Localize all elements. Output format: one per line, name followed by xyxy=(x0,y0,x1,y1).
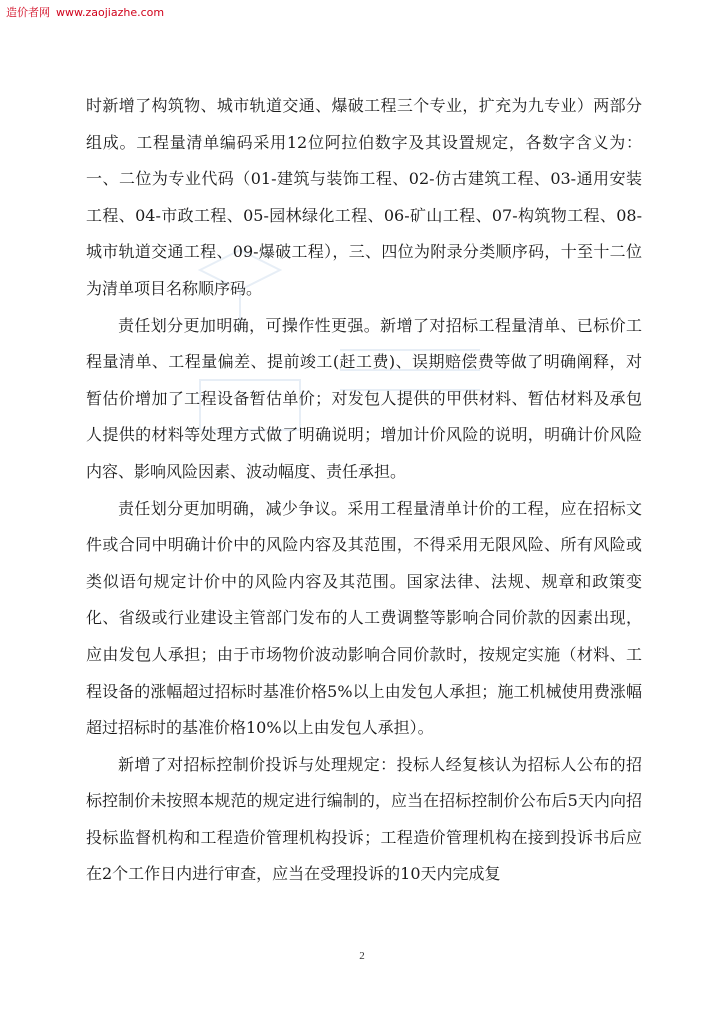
paragraph-continuation: 时新增了构筑物、城市轨道交通、爆破工程三个专业，扩充为九专业）两部分组成。工程量清单编码采用12位阿拉伯数字及其设置规定，各数字含义为：一、二位为专业代码（01-建筑与装饰工程、02-仿古建筑工程、03-通用安装工程、04-市政工程、05-园林绿化工程、06-矿山工程、07-构筑物工程、08-城市轨道交通工程、09-爆破工程），三、四位为附录分类顺序码，十至十二位为清单项目名称顺序码。 xyxy=(86,96,642,298)
site-url[interactable]: www.zaojiazhe.com xyxy=(56,6,165,19)
site-header xyxy=(6,4,164,20)
document-body xyxy=(86,88,642,893)
paragraph-responsibility-operability: 责任划分更加明确，可操作性更强。新增了对招标工程量清单、已标价工程量清单、工程量偏差、提前竣工(赶工费)、误期赔偿费等做了明确阐释，对暂估价增加了工程设备暂估单价；对发包人提供的甲供材料、暂估材料及承包人提供的材料等处理方式做了明确说明；增加计价风险的说明，明确计价风险内容、影响风险因素、波动幅度、责任承担。 xyxy=(86,315,642,481)
page-number: 2 xyxy=(359,950,365,962)
paragraph-responsibility-disputes: 责任划分更加明确，减少争议。采用工程量清单计价的工程，应在招标文件或合同中明确计价中的风险内容及其范围，不得采用无限风险、所有风险或类似语句规定计价中的风险内容及其范围。国家法律、法规、规章和政策变化、省级或行业建设主管部门发布的人工费调整等影响合同价款的因素出现，应由发包人承担；由于市场物价波动影响合同价款时，按规定实施（材料、工程设备的涨幅超过招标时基准价格5%以上由发包人承担；施工机械使用费涨幅超过招标时的基准价格10%以上由发包人承担）。 xyxy=(86,498,642,738)
paragraph-complaint-procedure: 新增了对招标控制价投诉与处理规定：投标人经复核认为招标人公布的招标控制价未按照本规范的规定进行编制的，应当在招标控制价公布后5天内向招投标监督机构和工程造价管理机构投诉；工程造价管理机构在接到投诉书后应在2个工作日内进行审查，应当在受理投诉的10天内完成复 xyxy=(86,754,642,884)
site-name: 造价者网 xyxy=(6,6,50,19)
